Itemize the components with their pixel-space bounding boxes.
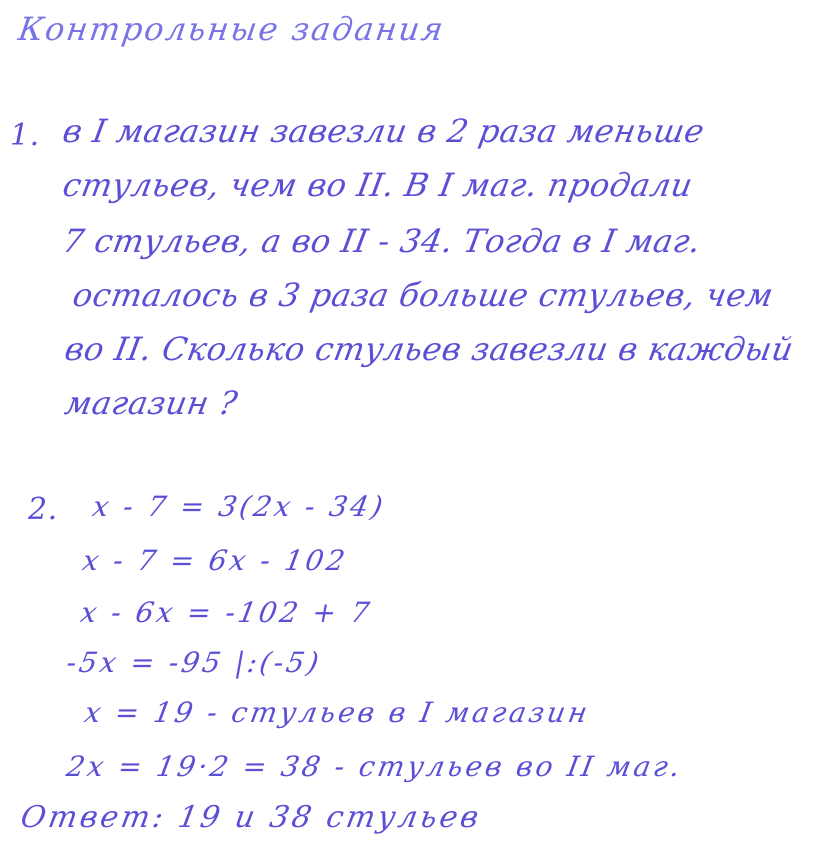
problem-1-line: магазин ? — [62, 384, 241, 422]
problem-2-number: 2. — [28, 492, 58, 527]
equation-line: x - 7 = 3(2x - 34) — [90, 490, 389, 523]
problem-1-line: 7 стульев, а во II - 34. Тогда в I маг. — [60, 222, 704, 260]
equation-line: -5x = -95 |:(-5) — [64, 646, 325, 679]
problem-1-line: во II. Сколько стульев завезли в каждый — [62, 330, 797, 368]
problem-1-line: стульев, чем во II. В I маг. продали — [60, 166, 696, 204]
answer-line: Ответ: 19 и 38 стульев — [18, 800, 485, 835]
equation-line: x - 6x = -102 + 7 — [78, 596, 375, 629]
problem-1-number: 1. — [10, 118, 40, 153]
problem-1-line: осталось в 3 раза больше стульев, чем — [70, 276, 777, 314]
problem-1-line: в I магазин завезли в 2 раза меньше — [60, 112, 708, 150]
equation-line: 2x = 19·2 = 38 - стульев во II маг. — [64, 750, 686, 783]
equation-line: x = 19 - стульев в I магазин — [82, 696, 593, 729]
equation-line: x - 7 = 6x - 102 — [80, 544, 351, 577]
page-title: Контрольные задания — [16, 10, 448, 48]
